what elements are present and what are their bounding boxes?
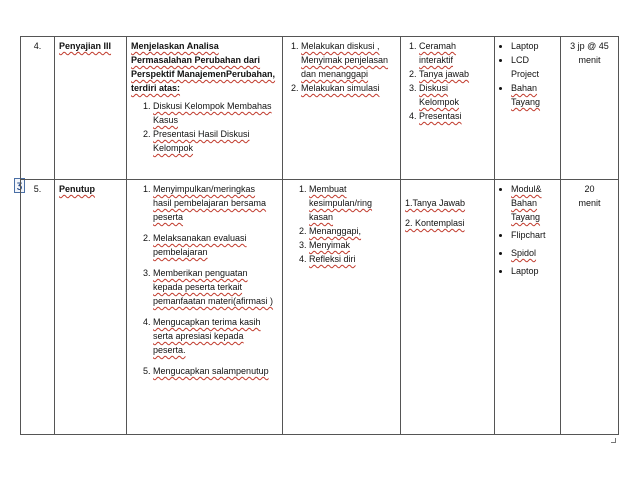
objective-title-line: Permasalahan Perubahan dari: [131, 55, 261, 65]
list-item: 2. Presentasi Hasil Diskusi Kelompok: [153, 127, 278, 155]
list-item: • LCD Project: [511, 53, 556, 81]
objective-list: [131, 99, 278, 155]
document-icon[interactable]: ʒ: [14, 178, 25, 193]
lesson-plan-table: [20, 36, 619, 435]
list-item: 2. Menanggapi,: [309, 224, 396, 238]
media-cell: [495, 180, 561, 435]
objective-title-line: Perspektif ManajemenPerubahan,: [131, 69, 276, 79]
list-item: 4. Refleksi diri: [309, 252, 396, 266]
objective-cell: [127, 37, 283, 180]
objective-cell: [127, 180, 283, 435]
objective-title-line: Menjelaskan Analisa: [131, 41, 219, 51]
stage-cell: [55, 180, 127, 435]
table-row: [21, 37, 619, 180]
media-list: [499, 39, 556, 109]
list-item: • Modul& Bahan Tayang: [511, 182, 556, 224]
methods-cell: [401, 180, 495, 435]
list-item: 3. Diskusi Kelompok: [419, 81, 490, 109]
methods-list: [405, 39, 490, 123]
list-item: 3. Menyimak: [309, 238, 396, 252]
list-item: • Flipchart: [511, 228, 556, 242]
list-item: • Spidol: [511, 246, 556, 260]
list-item: 3. Memberikan penguatan kepada peserta terkait pemanfaatan materi(afirmasi ): [153, 266, 278, 308]
stage-label: Penyajian III: [59, 41, 112, 51]
list-item: 1. Membuat kesimpulan/ring kasan: [309, 182, 396, 224]
page-corner-mark: [611, 438, 616, 443]
list-item: 2. Kontemplasi: [405, 218, 465, 228]
list-item: • Laptop: [511, 39, 556, 53]
list-item: 1.Tanya Jawab: [405, 198, 466, 208]
time-cell: 3 jp @ 45 menit: [561, 37, 619, 180]
activities-list: [287, 39, 396, 95]
list-item: 1. Menyimpulkan/meringkas hasil pembelajaran bersama peserta: [153, 182, 278, 224]
methods-list: [405, 196, 490, 230]
list-item: 1. Melakukan diskusi , Menyimak penjelasan dan menanggapi: [301, 39, 396, 81]
list-item: • Laptop: [511, 264, 556, 278]
row-number: 5.: [21, 180, 55, 435]
stage-cell: [55, 37, 127, 180]
list-item: 2. Tanya jawab: [419, 67, 490, 81]
list-item: 4. Presentasi: [419, 109, 490, 123]
list-item: 2. Melaksanakan evaluasi pembelajaran: [153, 231, 278, 259]
list-item: 2. Melakukan simulasi: [301, 81, 396, 95]
list-item: • Bahan Tayang: [511, 81, 556, 109]
list-item: 4. Mengucapkan terima kasih serta apresiasi kepada peserta.: [153, 315, 278, 357]
stage-label: Penutup: [59, 184, 95, 194]
list-item: 1. Diskusi Kelompok Membahas Kasus: [153, 99, 278, 127]
time-cell: 20 menit: [561, 180, 619, 435]
activities-list: [287, 182, 396, 266]
list-item: 1. Ceramah interaktif: [419, 39, 490, 67]
row-number: 4.: [21, 37, 55, 180]
media-cell: [495, 37, 561, 180]
objective-title-line: terdiri atas:: [131, 83, 181, 93]
objective-list: [131, 182, 278, 378]
table-row: [21, 180, 619, 435]
media-list: [499, 182, 556, 278]
methods-cell: [401, 37, 495, 180]
activities-cell: [283, 180, 401, 435]
activities-cell: [283, 37, 401, 180]
list-item: 5. Mengucapkan salampenutup: [153, 364, 278, 378]
